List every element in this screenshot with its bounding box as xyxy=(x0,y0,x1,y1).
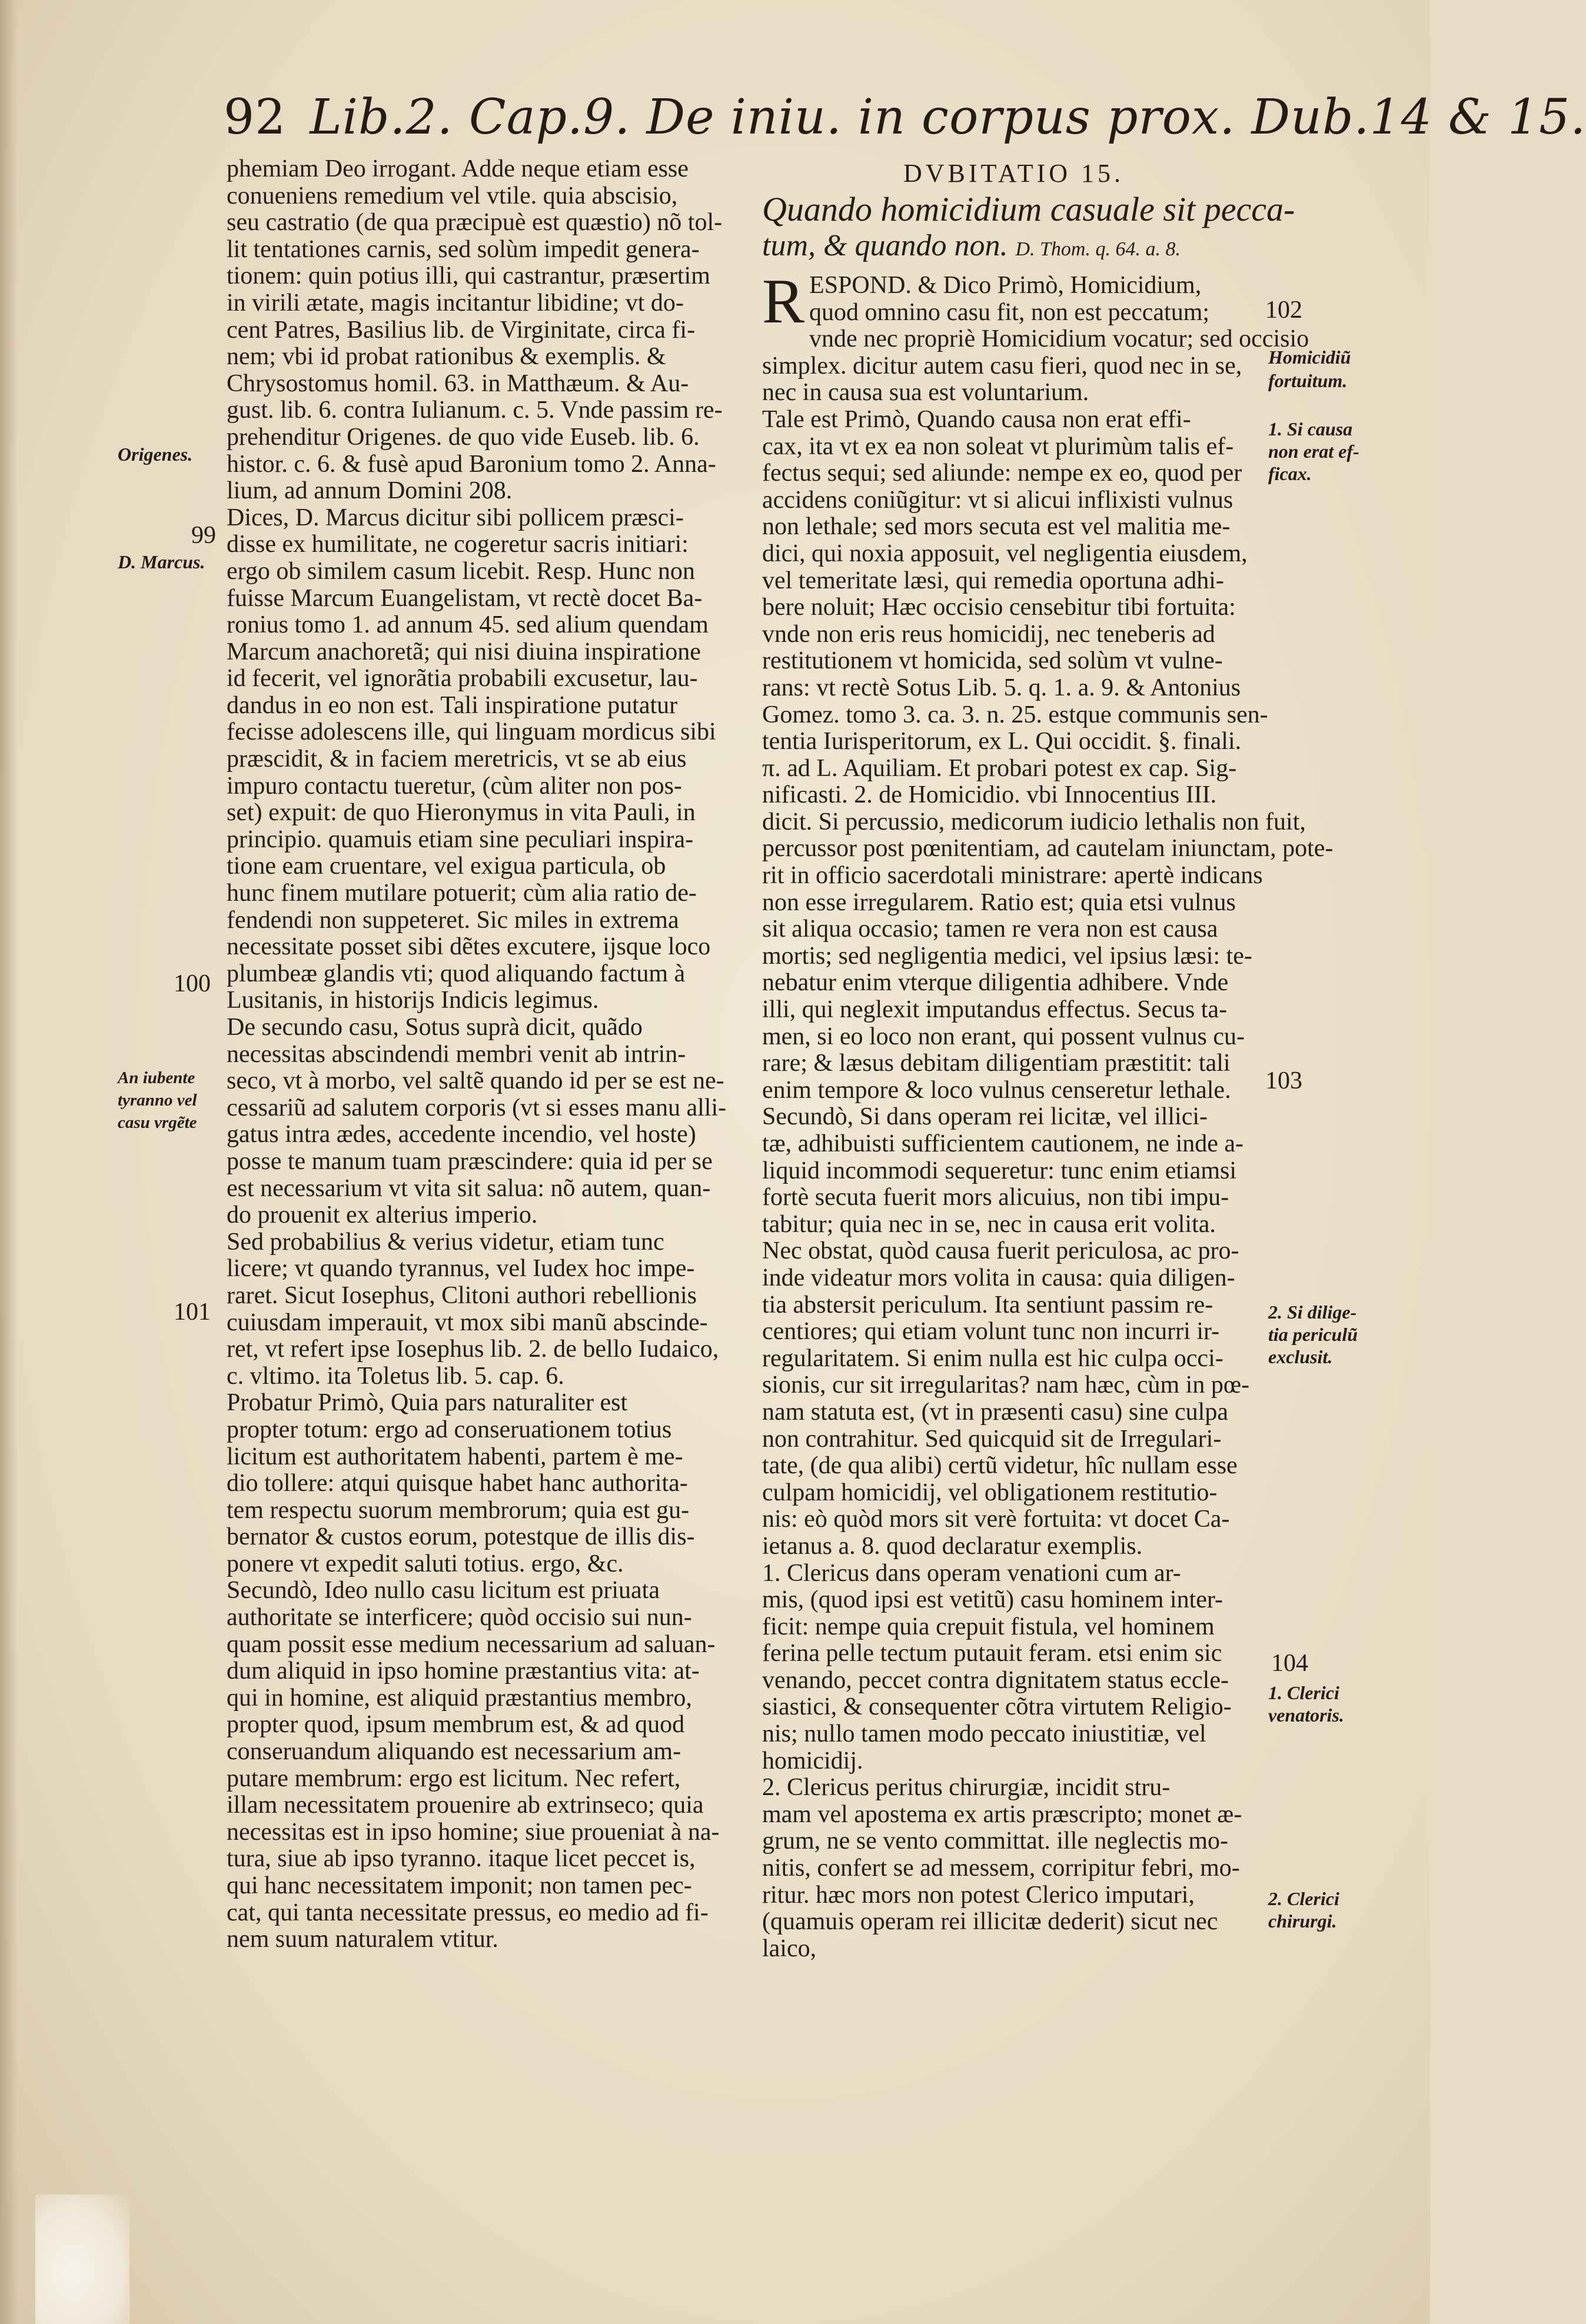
text-line: Marcum anachoretã; qui nisi diuina inspiratione xyxy=(227,638,701,665)
text-line: phemiam Deo irrogant. Adde neque etiam esse xyxy=(227,155,689,182)
text-line: disse ex humilitate, ne cogeretur sacris initiari: xyxy=(227,531,689,558)
margin-note-origenes: Origenes. xyxy=(118,444,193,465)
text-line: set) expuit: de quo Hieronymus in vita Pauli, in xyxy=(227,799,696,827)
text-line: ritur. hæc mors non potest Clerico imputari, xyxy=(762,1881,1195,1909)
text-line: authoritate se interficere; quòd occisio sui nun- xyxy=(227,1604,692,1632)
text-line: liquid incommodi sequeretur: tunc enim etiamsi xyxy=(762,1157,1236,1184)
text-line: necessitate posset sibi dẽtes excutere, ijsque loco xyxy=(227,933,711,961)
text-line: impuro contactu tueretur, (cùm aliter non pos- xyxy=(227,772,682,800)
text-line: Lusitanis, in historijs Indicis legimus. xyxy=(227,987,599,1014)
text-line: tem respectu suorum membrorum; quia est gu- xyxy=(227,1496,690,1524)
text-line: Dices, D. Marcus dicitur sibi pollicem præsci- xyxy=(227,504,684,531)
text-line: nificasti. 2. de Homicidio. vbi Innocentius III. xyxy=(762,781,1217,809)
margin-note-clerici-chir-2: chirurgi. xyxy=(1268,1910,1337,1932)
text-line: sit aliqua occasio; tamen re vera non est causa xyxy=(762,915,1218,943)
text-line: mam vel apostema ex artis præscripto; monet æ- xyxy=(762,1800,1242,1828)
text-line: men, si eo loco non erant, qui possent vulnus cu- xyxy=(762,1023,1245,1050)
text-line: nitis, confert se ad messem, corripitur febri, mo- xyxy=(762,1854,1240,1882)
running-head-text: Lib.2. Cap.9. De iniu. in corpus prox. Dub.14 & 15. xyxy=(310,89,1586,145)
text-line: dandus in eo non est. Tali inspiratione putatur xyxy=(227,691,678,719)
text-line: Tale est Primò, Quando causa non erat effi- xyxy=(762,405,1191,433)
text-line: ESPOND. & Dico Primò, Homicidium, xyxy=(809,272,1202,299)
text-line: Sed probabilius & verius videtur, etiam tunc xyxy=(227,1228,664,1256)
text-line: vnde nec propriè Homicidium vocatur; sed occisio xyxy=(809,325,1309,353)
text-line: dio tollere: atqui quisque habet hanc authorita- xyxy=(227,1470,688,1497)
text-line: non lethale; sed mors secuta est vel malitia me- xyxy=(762,513,1231,541)
page-number: 92 xyxy=(224,89,287,145)
text-line: centiores; qui etiam volunt tunc non incurri ir- xyxy=(762,1318,1220,1346)
text-line: c. vltimo. ita Toletus lib. 5. cap. 6. xyxy=(227,1362,564,1390)
question-title-line1: Quando homicidium casuale sit pecca- xyxy=(762,190,1295,228)
text-line: quam possit esse medium necessarium ad saluan- xyxy=(227,1630,716,1658)
text-line: id fecerit, vel ignorãtia probabili excusetur, lau- xyxy=(227,665,698,692)
text-line: hunc finem mutilare potuerit; cùm alia ratio de- xyxy=(227,880,697,907)
text-line: propter quod, ipsum membrum est, & ad quod xyxy=(227,1711,685,1739)
text-line: De secundo casu, Sotus suprà dicit, quãdo xyxy=(227,1014,643,1041)
text-line: ronius tomo 1. ad annum 45. sed alium quendam xyxy=(227,611,709,639)
text-line: necessitas est in ipso homine; siue proueniat à na- xyxy=(227,1818,720,1846)
dubitatio-heading: DVBITATIO 15. xyxy=(903,159,1125,188)
text-line: ergo ob similem casum licebit. Resp. Hunc non xyxy=(227,557,695,585)
running-header xyxy=(224,88,1586,159)
margin-note-si-dilig-1: 2. Si dilige- xyxy=(1268,1301,1357,1323)
text-line: vnde non eris reus homicidij, nec teneberis ad xyxy=(762,620,1215,648)
margin-number-99: 99 xyxy=(191,522,216,549)
text-line: putare membrum: ergo est licitum. Nec refert, xyxy=(227,1764,681,1792)
text-line: siastici, & consequenter cõtra virtutem Religio- xyxy=(762,1693,1232,1721)
text-line: illam necessitatem prouenire ab extrinseco; quia xyxy=(227,1792,704,1819)
text-line: licitum est authoritatem habenti, partem è me- xyxy=(227,1443,683,1470)
text-line: bere noluit; Hæc occisio censebitur tibi fortuita: xyxy=(762,594,1236,621)
page-wear-stain xyxy=(35,2195,129,2324)
text-line: enim tempore & loco vulnus censeretur lethale. xyxy=(762,1076,1231,1104)
margin-number-103: 103 xyxy=(1265,1067,1302,1094)
text-line: illi, qui neglexit imputandus effectus. Secus ta- xyxy=(762,996,1228,1024)
text-line: tia abstersit periculum. Ita sentiunt passim re- xyxy=(762,1291,1213,1319)
text-line: non contrahitur. Sed quicquid sit de Irregulari- xyxy=(762,1425,1222,1453)
text-line: (quamuis operam rei illicitæ dederit) sicut nec xyxy=(762,1908,1218,1936)
margin-note-an-iubente-3: casu vrgẽte xyxy=(118,1113,197,1132)
text-line: 1. Clericus dans operam venationi cum ar- xyxy=(762,1559,1181,1587)
text-line: regularitatem. Si enim nulla est hic culpa occi- xyxy=(762,1344,1223,1372)
margin-note-clerici-chir-1: 2. Clerici xyxy=(1268,1888,1339,1909)
text-line: nec in causa sua est voluntarium. xyxy=(762,379,1089,407)
text-line: quod omnino casu fit, non est peccatum; xyxy=(809,298,1210,326)
drop-cap: R xyxy=(762,267,805,337)
text-line: restitutionem vt homicida, sed solùm vt vulne- xyxy=(762,647,1223,675)
text-line: ret, vt refert ipse Iosephus lib. 2. de bello Iudaico, xyxy=(227,1336,719,1363)
text-line: cat, qui tanta necessitate pressus, eo medio ad fi- xyxy=(227,1899,709,1926)
margin-number-102: 102 xyxy=(1265,297,1302,324)
margin-note-an-iubente-2: tyranno vel xyxy=(118,1091,197,1110)
text-line: tabitur; quia nec in se, nec in causa erit volita. xyxy=(762,1210,1216,1238)
margin-note-si-causa-2: non erat ef- xyxy=(1268,441,1359,462)
text-line: laico, xyxy=(762,1935,817,1962)
text-line: conueniens remedium vel vtile. quia abscisio, xyxy=(227,182,678,209)
question-title-text: tum, & quando non. xyxy=(762,229,1008,262)
text-line: licere; vt quando tyrannus, vel Iudex hoc impe- xyxy=(227,1255,695,1283)
text-line: tura, siue ab ipso tyranno. itaque licet peccet is, xyxy=(227,1845,696,1873)
text-line: cessariũ ad salutem corporis (vt si esses manu alli- xyxy=(227,1094,727,1121)
text-line: raret. Sicut Iosephus, Clitoni authori rebellionis xyxy=(227,1281,697,1309)
text-line: conseruandum aliquando est necessarium am- xyxy=(227,1738,681,1766)
left-text-column xyxy=(227,156,733,1953)
text-line: inde videatur mors volita in causa: quia diligen- xyxy=(762,1264,1235,1291)
text-line: fendendi non suppeteret. Sic miles in extrema xyxy=(227,906,679,934)
question-title-line2 xyxy=(762,228,1265,268)
text-line: principio. quamuis etiam sine peculiari inspira- xyxy=(227,825,694,853)
text-line: cax, ita vt ex ea non soleat vt plurimùm talis ef- xyxy=(762,432,1234,460)
margin-note-homicidii-2: fortuitum. xyxy=(1268,370,1348,391)
text-line: dicit. Si percussio, medicorum iudicio lethalis non fuit, xyxy=(762,808,1306,835)
margin-note-si-causa-1: 1. Si causa xyxy=(1268,418,1353,440)
text-line: mis, (quod ipsi est vetitũ) casu hominem inter- xyxy=(762,1586,1223,1614)
margin-note-clerici-ven-1: 1. Clerici xyxy=(1268,1682,1339,1703)
text-line: Chrysostomus homil. 63. in Matthæum. & Au- xyxy=(227,369,689,397)
text-line: ietanus a. 8. quod declaratur exemplis. xyxy=(762,1532,1143,1560)
page-gutter-shadow xyxy=(0,0,18,2324)
margin-note-si-causa-3: ficax. xyxy=(1268,463,1312,484)
text-line: Probatur Primò, Quia pars naturaliter est xyxy=(227,1389,628,1417)
text-line: tentia Iurisperitorum, ex L. Qui occidit. §. finali. xyxy=(762,728,1242,755)
margin-note-d-marcus: D. Marcus. xyxy=(118,551,205,572)
text-line: sionis, cur sit irregularitas? nam hæc, cùm in pœ- xyxy=(762,1371,1250,1399)
text-line: seu castratio (de qua præcipuè est quæstio) nõ tol- xyxy=(227,209,723,237)
text-line: grum, ne se vento committat. ille neglectis mo- xyxy=(762,1827,1228,1855)
text-line: lit tentationes carnis, sed solùm impedit genera- xyxy=(227,235,700,263)
margin-number-100: 100 xyxy=(174,970,211,997)
text-line: in virili ætate, magis incitantur libidine; vt do- xyxy=(227,289,684,317)
text-line: culpam homicidij, vel obligationem restitutio- xyxy=(762,1479,1218,1506)
text-line: accidens coniũgitur: vt si alicui inflixisti vulnus xyxy=(762,486,1233,514)
margin-number-104: 104 xyxy=(1271,1650,1308,1677)
text-line: homicidij. xyxy=(762,1747,863,1774)
text-line: ferina pelle tectum putauit feram. etsi enim sic xyxy=(762,1640,1222,1667)
text-line: simplex. dicitur autem casu fieri, quod nec in se, xyxy=(762,352,1242,379)
margin-note-an-iubente-1: An iubente xyxy=(118,1068,195,1087)
text-line: posse te manum tuam præscindere: quia id per se xyxy=(227,1147,713,1175)
text-line: mortis; sed negligentia medici, vel ipsius læsi: te- xyxy=(762,942,1252,970)
text-line: vel temeritate læsi, qui remedia oportuna adhi- xyxy=(762,567,1224,594)
text-line: nem suum naturalem vtitur. xyxy=(227,1926,498,1953)
text-line: qui hanc necessitatem imponit; non tamen pec- xyxy=(227,1872,692,1899)
text-line: ficit: nempe quia crepuit fistula, vel hominem xyxy=(762,1613,1215,1640)
text-line: seco, vt à morbo, vel saltẽ quando id per se est ne- xyxy=(227,1067,724,1095)
text-line: 2. Clericus peritus chirurgiæ, incidit stru- xyxy=(762,1774,1171,1802)
text-line: nis; nullo tamen modo peccato iniustitiæ, vel xyxy=(762,1720,1206,1748)
margin-note-homicidii-1: Homicidiũ xyxy=(1268,347,1351,368)
text-line: lium, ad annum Domini 208. xyxy=(227,477,513,505)
text-line: dici, qui noxia apposuit, vel negligentia eiusdem, xyxy=(762,540,1248,567)
text-line: tate, (de qua alibi) certũ videtur, hîc nullam esse xyxy=(762,1452,1238,1480)
text-line: propter totum: ergo ad conseruationem totius xyxy=(227,1416,672,1443)
question-reference: D. Thom. q. 64. a. 8. xyxy=(1015,238,1181,260)
text-line: est necessarium vt vita sit salua: nõ autem, quan- xyxy=(227,1174,711,1202)
text-line: percussor post pœnitentiam, ad cautelam iniunctam, pote- xyxy=(762,835,1334,863)
text-line: do prouenit ex alterius imperio. xyxy=(227,1201,538,1229)
text-line: non esse irregularem. Ratio est; quia etsi vulnus xyxy=(762,888,1236,916)
margin-note-clerici-ven-2: venatoris. xyxy=(1268,1704,1344,1726)
text-line: necessitas abscindendi membri venit ab intrin- xyxy=(227,1040,686,1068)
text-line: nis: eò quòd mors sit verè fortuita: vt docet Ca- xyxy=(762,1506,1230,1533)
text-line: histor. c. 6. & fusè apud Baronium tomo 2. Anna- xyxy=(227,450,716,478)
text-line: Gomez. tomo 3. ca. 3. n. 25. estque communis sen- xyxy=(762,701,1268,728)
text-line: nebatur enim vterque diligentia adhibere. Vnde xyxy=(762,969,1229,997)
margin-number-101: 101 xyxy=(174,1298,211,1326)
text-line: tionem: quin potius illi, qui castrantur, præsertim xyxy=(227,262,710,290)
text-line: gatus intra ædes, accedente incendio, vel hoste) xyxy=(227,1121,696,1148)
text-line: qui in homine, est aliquid præstantius membro, xyxy=(227,1684,692,1712)
text-line: π. ad L. Aquiliam. Et probari potest ex cap. Sig- xyxy=(762,754,1237,782)
text-line: bernator & custos eorum, potestque de illis dis- xyxy=(227,1523,695,1551)
text-line: Nec obstat, quòd causa fuerit periculosa, ac pro- xyxy=(762,1237,1239,1265)
text-line: nem; vbi id probat rationibus & exemplis. & xyxy=(227,343,666,371)
text-line: cent Patres, Basilius lib. de Virginitate, circa fi- xyxy=(227,316,696,344)
text-line: fecisse adolescens ille, qui linguam mordicus sibi xyxy=(227,718,716,746)
text-line: fortè secuta fuerit mors alicuius, non tibi impu- xyxy=(762,1184,1229,1211)
text-line: venando, peccet contra dignitatem status eccle- xyxy=(762,1666,1229,1694)
text-line: dum aliquid in ipso homine præstantius vita: at- xyxy=(227,1657,700,1685)
text-line: cuiusdam imperauit, vt mox sibi manũ abscinde- xyxy=(227,1309,708,1336)
text-line: plumbeæ glandis vti; quod aliquando factum à xyxy=(227,960,686,987)
text-line: nam statuta est, (vt in præsenti casu) sine culpa xyxy=(762,1398,1228,1426)
text-line: fuisse Marcum Euangelistam, vt rectè docet Ba- xyxy=(227,584,703,612)
text-line: præscidit, & in faciem meretricis, vt se ab eius xyxy=(227,745,687,773)
text-line: rit in officio sacerdotali ministrare: apertè indicans xyxy=(762,862,1263,890)
margin-note-si-dilig-2: tia periculũ xyxy=(1268,1324,1358,1345)
text-line: fectus sequi; sed aliunde: nempe ex eo, quod per xyxy=(762,460,1242,487)
text-line: tæ, adhibuisti sufficientem cautionem, ne inde a- xyxy=(762,1130,1244,1157)
text-line: Secundò, Si dans operam rei licitæ, vel illici- xyxy=(762,1103,1208,1131)
text-line: gust. lib. 6. contra Iulianum. c. 5. Vnde passim re- xyxy=(227,397,723,424)
text-line: prehenditur Origenes. de quo vide Euseb. lib. 6. xyxy=(227,423,700,451)
text-line: rare; & læsus debitam diligentiam præstitit: tali xyxy=(762,1050,1231,1077)
text-line: rans: vt rectè Sotus Lib. 5. q. 1. a. 9. & Antonius xyxy=(762,674,1241,701)
text-line: Secundò, Ideo nullo casu licitum est priuata xyxy=(227,1577,660,1604)
margin-note-si-dilig-3: exclusit. xyxy=(1268,1346,1333,1367)
text-line: ponere vt expedit saluti totius. ergo, &c. xyxy=(227,1550,624,1577)
text-line: tione eam cruentare, vel exigua particula, ob xyxy=(227,853,666,880)
